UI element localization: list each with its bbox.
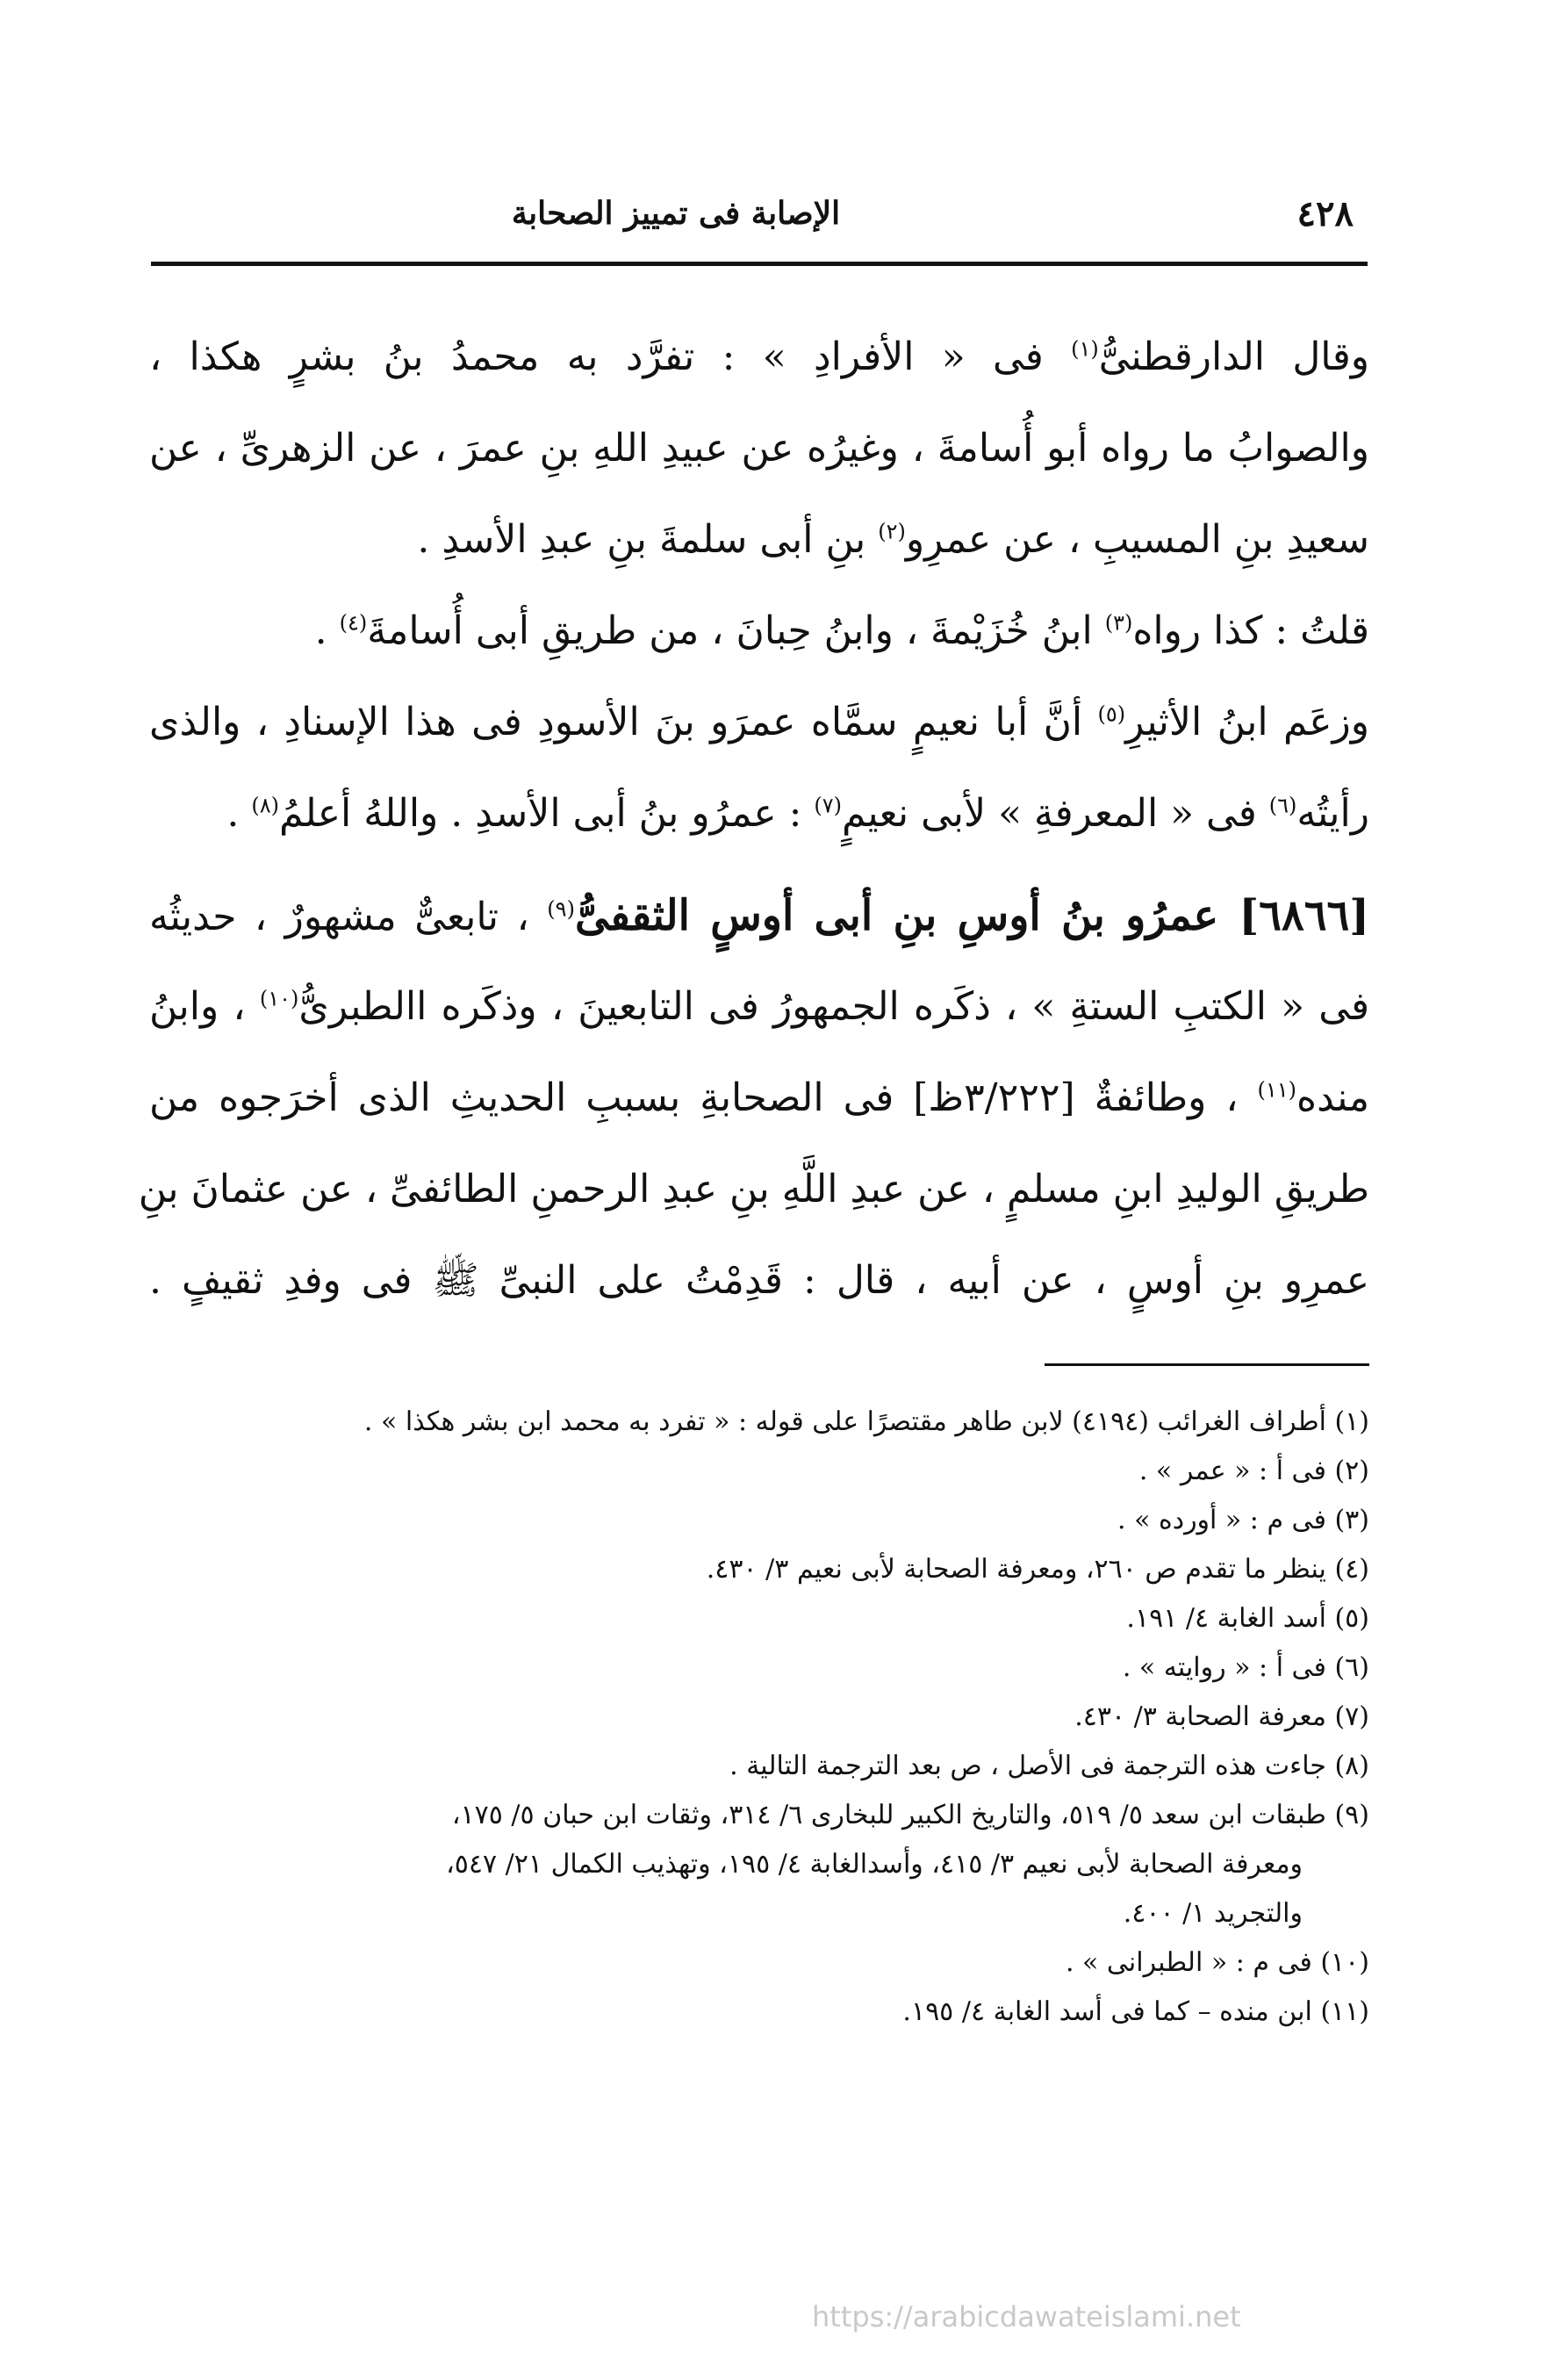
footnote-ref: (٩)	[547, 896, 575, 922]
text-run: فى « المعرفةِ » لأبى نعيمٍ	[842, 791, 1269, 836]
footnote: (٤) ينظر ما تقدم ص ٢٦٠، ومعرفة الصحابة لأبى نعيم ٣/ ٤٣٠.	[706, 1554, 1369, 1585]
text-line	[138, 1144, 1369, 1235]
footnote-ref: (٣)	[1104, 610, 1133, 636]
footnote: (٥) أسد الغابة ٤/ ١٩١.	[1126, 1603, 1369, 1634]
text-run: وقال الدارقطنىُّ	[1098, 334, 1369, 379]
text-line	[149, 768, 1369, 859]
footnote-ref: (٨)	[251, 793, 279, 818]
text-run: ، تابعىٌّ مشهورٌ ، حديثُه	[149, 895, 548, 939]
text-run: ، وطائفةٌ [٣/٢٢٢ظ] فى الصحابةِ بسببِ الحديثِ الذى أخرَجوه من	[149, 1075, 1258, 1120]
text-line	[149, 586, 1369, 677]
text-line	[149, 677, 1369, 768]
entry-line	[149, 870, 1369, 961]
text-run: ابنُ خُزَيْمةَ ، وابنُ حِبانَ ، من طريقِ أبى أُسامةَ	[367, 608, 1105, 653]
footnote: (٨) جاءت هذه الترجمة فى الأصل ، ص بعد الترجمة التالية .	[729, 1751, 1369, 1781]
book-page	[138, 0, 1370, 2380]
footnote: (١٠) فى م : « الطبرانى » .	[1065, 1947, 1369, 1978]
footnote: (١) أطراف الغرائب (٤١٩٤) لابن طاهر مقتصرًا على قوله : « تفرد به محمد ابن بشر هكذا » .	[363, 1406, 1369, 1437]
text-run: بنِ أبى سلمةَ بنِ عبدِ الأسدِ .	[417, 517, 879, 562]
text-run: ، وابنُ	[149, 984, 260, 1029]
footnote-ref: (٧)	[814, 793, 843, 818]
footnotes	[149, 1398, 1369, 2037]
text-line	[149, 494, 1369, 586]
text-run: طريقِ الوليدِ ابنِ مسلمٍ ، عن عبدِ اللَّهِ بنِ عبدِ الرحمنِ الطائفىِّ ، عن عثمانَ بنِ	[138, 1167, 1369, 1212]
footnote-ref: (٥)	[1097, 701, 1126, 727]
footnote: (١١) ابن منده – كما فى أسد الغابة ٤/ ١٩٥.	[902, 1996, 1369, 2027]
text-run: سعيدِ بنِ المسيبِ ، عن عمرِو	[905, 517, 1369, 562]
text-run: رأيتُه	[1296, 791, 1369, 836]
footnote-continuation: ومعرفة الصحابة لأبى نعيم ٣/ ٤١٥، وأسدالغابة ٤/ ١٩٥، وتهذيب الكمال ٢١/ ٥٤٧،	[446, 1849, 1303, 1880]
text-run: منده	[1296, 1075, 1370, 1120]
footnote-ref: (١٠)	[259, 986, 299, 1011]
footnote-ref: (١١)	[1257, 1077, 1297, 1103]
text-line	[149, 403, 1369, 494]
footnote: (٦) فى أ : « روايته » .	[1122, 1652, 1369, 1683]
text-run: والصوابُ ما رواه أبو أُسامةَ ، وغيرُه عن عبيدِ اللهِ بنِ عمرَ ، عن الزهرىِّ ، عن	[149, 426, 1369, 471]
text-run: فى « الكتبِ الستةِ » ، ذكَره الجمهورُ فى التابعينَ ، وذكَره االطبرىُّ	[298, 984, 1369, 1029]
main-text	[138, 312, 1370, 1327]
text-run: أنَّ أبا نعيمٍ سمَّاه عمرَو بنَ الأسودِ فى هذا الإسنادِ ، والذى	[149, 700, 1098, 744]
text-run: قلتُ : كذا رواه	[1132, 608, 1369, 653]
running-title: الإصابة فى تمييز الصحابة	[511, 195, 841, 232]
page-header	[149, 184, 1369, 237]
text-run: عمرِو بنِ أوسٍ ، عن أبيه ، قال : قَدِمْتُ على النبىِّ ﷺ فى وفدِ ثقيفٍ .	[149, 1258, 1369, 1303]
text-run: فى « الأفرادِ » : تفرَّد به محمدُ بنُ بشرٍ هكذا ،	[149, 334, 1072, 379]
footnote-rule	[1045, 1363, 1369, 1366]
text-run: .	[314, 608, 340, 653]
entry-heading: [٦٨٦٦] عمرُو بنُ أوسِ بنِ أبى أوسٍ الثقفىُّ	[574, 891, 1369, 940]
footnote: (٢) فى أ : « عمر » .	[1138, 1456, 1369, 1486]
footnote: (٣) فى م : « أورده » .	[1117, 1505, 1369, 1535]
text-line	[149, 1235, 1369, 1327]
footnote-continuation: والتجريد ١/ ٤٠٠.	[1123, 1898, 1303, 1929]
footnote-ref: (٦)	[1268, 793, 1297, 818]
footnote-ref: (١)	[1071, 336, 1099, 362]
page-number: ٤٢٨	[1296, 193, 1354, 234]
footnote-ref: (٢)	[878, 519, 906, 544]
footnote-ref: (٤)	[339, 610, 368, 636]
text-line	[149, 961, 1369, 1053]
text-run: .	[226, 791, 252, 836]
text-line	[149, 312, 1369, 403]
footnote: (٩) طبقات ابن سعد ٥/ ٥١٩، والتاريخ الكبير للبخارى ٦/ ٣١٤، وثقات ابن حبان ٥/ ١٧٥،	[451, 1800, 1369, 1830]
text-line	[149, 1053, 1369, 1144]
watermark-url: https://arabicdawateislami.net	[812, 2300, 1241, 2333]
text-run: : عمرُو بنُ أبى الأسدِ . واللهُ أعلمُ	[278, 791, 815, 836]
text-run: وزعَم ابنُ الأثيرِ	[1125, 700, 1369, 744]
footnote: (٧) معرفة الصحابة ٣/ ٤٣٠.	[1074, 1701, 1369, 1732]
header-rule	[151, 262, 1368, 266]
